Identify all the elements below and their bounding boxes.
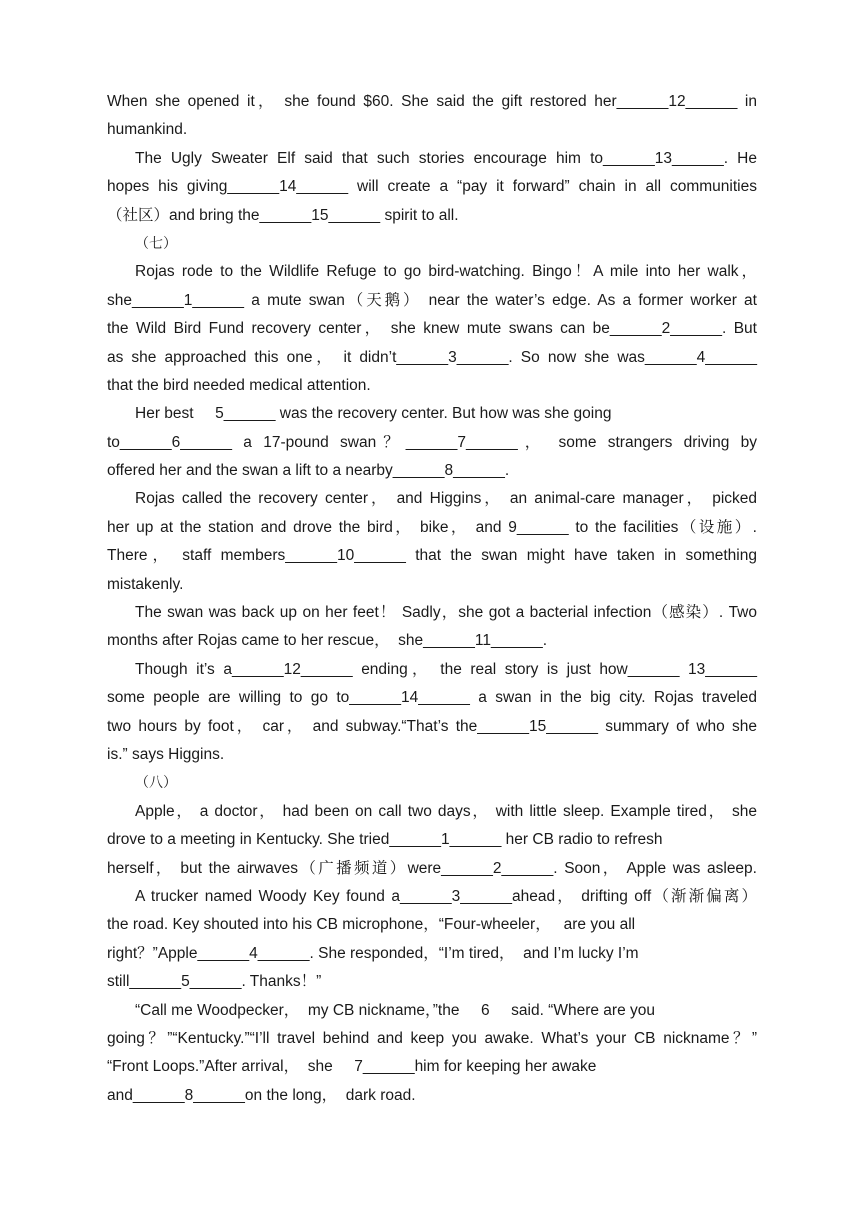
text-line: that the bird needed medical attention.	[107, 376, 371, 394]
text-line: When she opened it， she found $60. She said the gift restored her______12______ in	[107, 93, 757, 110]
text-line: There， staff members______10______ that the swan might have taken in something	[107, 547, 757, 565]
text-line: The swan was back up on her feet！ Sadly，she got a bacterial infection（感染）. Two	[135, 604, 757, 622]
text-line: Rojas rode to the Wildlife Refuge to go bird-watching. Bingo！A mile into her walk，	[135, 263, 757, 281]
text-line: “Front Loops.”After arrival， she 7______him for keeping her awake	[107, 1058, 597, 1076]
text-line: “Call me Woodpecker， my CB nickname，”the 6 said. “Where are you	[135, 1001, 656, 1019]
text-line: she______1______ a mute swan（天鹅） near the water’s edge. As a former worker at	[107, 291, 757, 309]
text-line: as she approached this one， it didn’t______3______. So now she was______4______	[107, 348, 757, 366]
text-line: Though it’s a______12______ ending， the real story is just how______ 13______	[135, 660, 757, 678]
text-line: her up at the station and drove the bird， bike， and 9______ to the facilities（设施）.	[107, 518, 757, 536]
text-line: Apple， a doctor， had been on call two days， with little sleep. Example tired， she	[135, 802, 757, 820]
text-line: some people are willing to go to______14______ a swan in the big city. Rojas traveled	[107, 689, 757, 707]
text-line: offered her and the swan a lift to a nearby______8______.	[107, 462, 510, 480]
text-line: still______5______. Thanks！”	[107, 973, 322, 991]
text-line: （社区）and bring the______15______ spirit to all.	[107, 206, 459, 224]
text-line: and______8______on the long， dark road.	[107, 1086, 416, 1104]
text-line: humankind.	[107, 121, 188, 139]
text-line: to______6______ a 17-pound swan？______7______， some strangers driving by	[107, 433, 757, 451]
text-line: going？”“Kentucky.”“I’ll travel behind and keep you awake. What’s your CB nickname？”	[107, 1029, 757, 1047]
text-line: Her best 5______ was the recovery center. But how was she going	[135, 405, 612, 423]
text-line: drove to a meeting in Kentucky. She tried______1______ her CB radio to refresh	[107, 831, 663, 849]
section-heading: （七）	[135, 235, 177, 252]
text-line: mistakenly.	[107, 575, 184, 593]
text-line: right？”Apple______4______. She responded，“I’m tired， and I’m lucky I’m	[107, 944, 639, 962]
text-line: The Ugly Sweater Elf said that such stories encourage him to______13______. He	[135, 149, 757, 167]
text-line: Rojas called the recovery center， and Higgins， an animal-care manager， picked	[135, 490, 757, 508]
text-line: herself， but the airwaves（广播频道）were______2______. Soon， Apple was asleep.	[107, 859, 757, 877]
text-line: hopes his giving______14______ will create a “pay it forward” chain in all communities	[107, 178, 757, 196]
text-line: the Wild Bird Fund recovery center， she knew mute swans can be______2______. But	[107, 320, 757, 338]
document-body	[107, 88, 757, 1110]
text-line: two hours by foot， car， and subway.“That’s the______15______ summary of who she	[107, 717, 757, 735]
text-line: A trucker named Woody Key found a______3______ahead， drifting off（渐渐偏离）	[135, 887, 757, 905]
text-line: is.” says Higgins.	[107, 745, 225, 763]
section-heading: （八）	[135, 775, 177, 792]
text-line: the road. Key shouted into his CB microphone，“Four-wheeler， are you all	[107, 916, 636, 934]
text-line: months after Rojas came to her rescue， she______11______.	[107, 632, 548, 650]
